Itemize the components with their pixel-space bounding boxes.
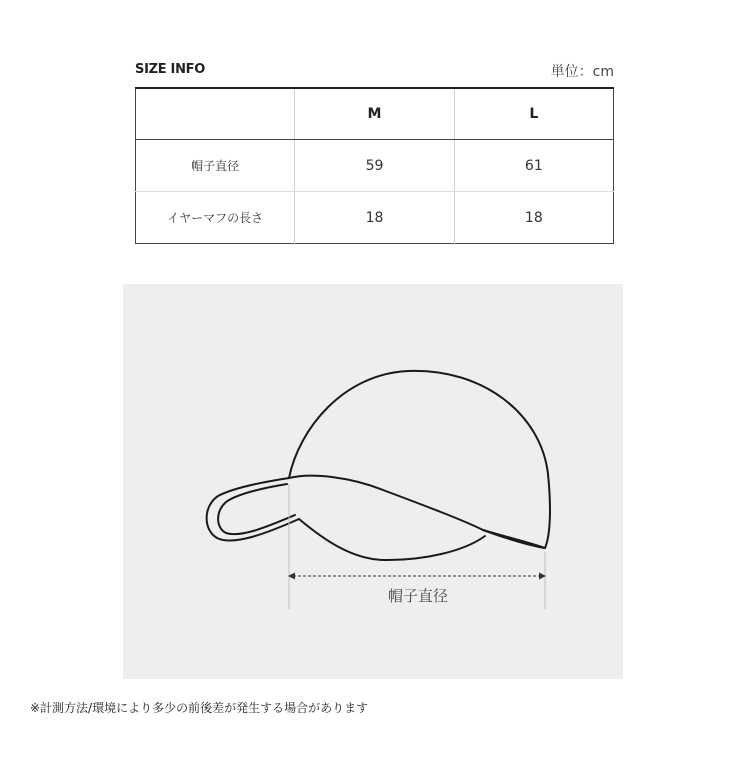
table-header-row — [136, 88, 614, 140]
cap-crown-bottom-icon — [299, 519, 485, 560]
cap-diagram-panel — [123, 284, 623, 679]
row-label: 帽子直径 — [136, 140, 295, 192]
row-label: イヤーマフの長さ — [136, 192, 295, 244]
table-cell: 59 — [295, 140, 454, 192]
table-cell: 18 — [295, 192, 454, 244]
table-row — [136, 192, 614, 244]
table-row — [136, 140, 614, 192]
table-header-l: L — [454, 88, 613, 140]
table-header-empty — [136, 88, 295, 140]
table-cell: 18 — [454, 192, 613, 244]
table-cell: 61 — [454, 140, 613, 192]
cap-crown-icon — [289, 371, 550, 548]
table-header-m: M — [295, 88, 454, 140]
size-info-title: SIZE INFO — [135, 62, 205, 77]
unit-label: 単位：cm — [550, 64, 614, 80]
cap-seam-icon — [289, 476, 483, 530]
measurement-note: ※計測方法/環境により多少の前後差が発生する場合があります — [30, 701, 369, 715]
measure-label: 帽子直径 — [387, 587, 448, 605]
size-table — [135, 87, 614, 244]
cap-diagram — [123, 284, 623, 679]
